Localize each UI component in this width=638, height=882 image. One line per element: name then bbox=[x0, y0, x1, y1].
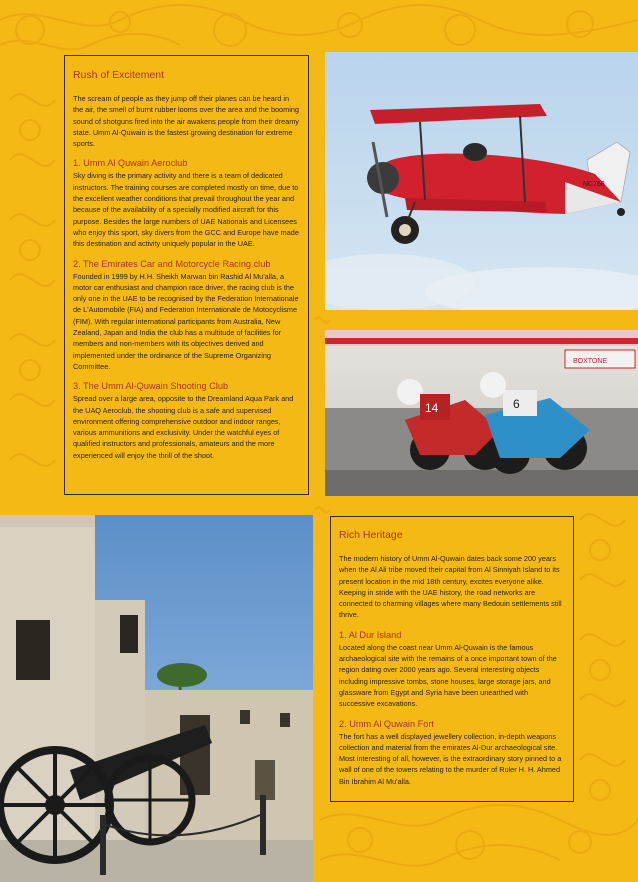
bike-number-14: 14 bbox=[425, 401, 439, 415]
shooting-club-body: Spread over a large area, opposite to the Dreamland Aqua Park and the UAQ Aeroclub, the shooting club is a safe and supervised environment offering comprehensive outdoor and indoor ranges, various ammunitions and exclusivity. Under the watchful eyes of qualified instructors and professionals, amateurs and the more experienced will enjoy the thrill of the shoot. bbox=[73, 394, 294, 460]
rich-heritage-box bbox=[330, 516, 574, 802]
racing-club-body: Founded in 1999 by H.H. Sheikh Marwan bin Rashid Al Mu'alla, a motor car enthusiast and champion race driver, the racing club is the only one in the UAE to be recognised by the Federation Internationale de L'Automobile (FIA) and Federation Internationale de Motocyclisme (FIM). With regular international participants from Australia, New Zealand, Japan and India the club has a multitude of facilities for members and non-members with its objectives derived and implemented under the ordinance of the Supreme Organizing Committee. bbox=[73, 271, 299, 371]
bike-number-6: 6 bbox=[513, 397, 520, 411]
track-banner-text: BOXTONE bbox=[573, 358, 608, 365]
excitement-title: Rush of Excitement bbox=[73, 69, 165, 81]
shooting-club-heading: 3. The Umm Al-Quwain Shooting Club bbox=[73, 381, 229, 392]
biplane-photo bbox=[325, 52, 638, 310]
heritage-title: Rich Heritage bbox=[339, 529, 403, 541]
heritage-intro: The modern history of Umm Al-Quwain dates back some 200 years when the Al Ali tribe moved their capital from Al Sinniyah Island to its present location in the mid 18th century, excites everyone alike. Keeping in stride with the UAE history, the road networks are connected to charming villages where many Bedouin settlements still thrive. bbox=[339, 554, 562, 620]
rush-of-excitement-box bbox=[64, 55, 309, 495]
plane-registration: NC768 bbox=[583, 181, 605, 188]
fort-body: The fort has a well displayed jewellery collection, in-depth weapons collection and material from the emirates Al-Dur archaeological site. Most interesting of all, however, is the extraordinary story pinned to a wall of one of the towers relating to the murder of Ruler H. H. Ahmed Bin Ibrahim Al Mu'alla. bbox=[339, 731, 562, 786]
al-dur-body: Located along the coast near Umm Al-Quwain is the famous archaeological site with the remains of a once important town of the region dating over 2000 years ago. Several interesting objects including impressive tombs, stone houses, large storage jars, and glassware from Egypt and Syria have been unearthed with successive excavations. bbox=[339, 642, 557, 709]
al-dur-heading: 1. Al Dur Island bbox=[339, 629, 402, 640]
excitement-intro: The scream of people as they jump off their planes can be heard in the air, the smell of burnt rubber looms over the area and the booming sound of shotguns fired into the air awakens people from their dreamy state. Umm Al-Quwain is the fastest growing destination for extreme sports. bbox=[73, 94, 299, 149]
motorcycle-racing-photo bbox=[325, 330, 638, 496]
aeroclub-body: Sky diving is the primary activity and there is a team of dedicated instructors. The training courses are completed mostly on time, due to the excellent weather conditions that prevail throughout the year and because of the availability of a specially modified aircraft for this purpose. Besides the large numbers of UAE Nationals and Licensees who enjoy this sport, sky divers from the GCC and Europe have made this destination and activity uniquely popular in the UAE. bbox=[73, 171, 299, 249]
aeroclub-heading: 1. Umm Al Quwain Aeroclub bbox=[73, 158, 188, 169]
fort-cannon-photo bbox=[0, 515, 313, 882]
fort-heading: 2. Umm Al Quwain Fort bbox=[339, 718, 434, 729]
racing-club-heading: 2. The Emirates Car and Motorcycle Racing club bbox=[73, 258, 271, 269]
